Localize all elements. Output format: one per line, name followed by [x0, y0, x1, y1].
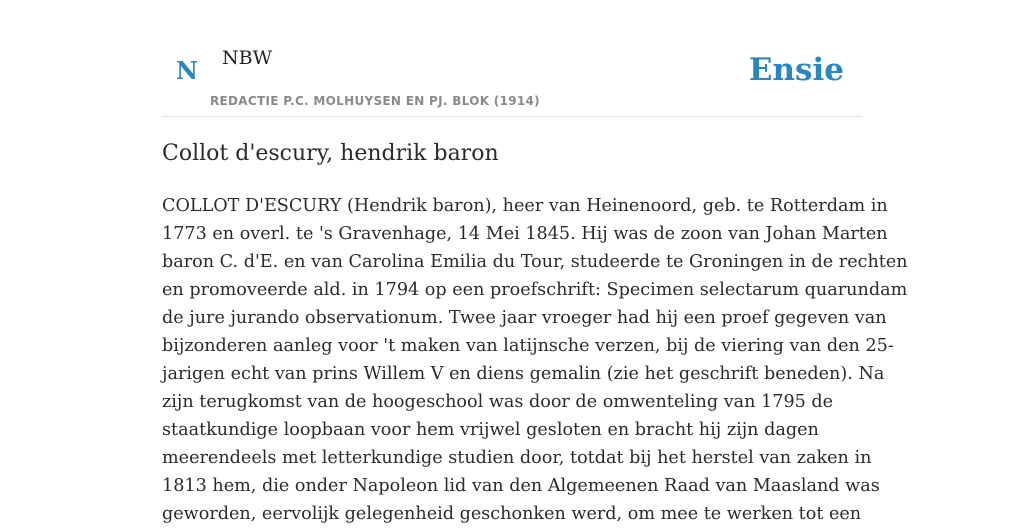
brand-logo[interactable]: Ensie [748, 52, 844, 88]
article-body-line: 1773 en overl. te 's Gravenhage, 14 Mei 1845. Hij was de zoon van Johan Marten [162, 224, 888, 244]
source-name[interactable]: NBW [222, 47, 273, 69]
article-title: Collot d'escury, hendrik baron [162, 141, 499, 166]
article-body-line: jarigen echt van prins Willem V en diens gemalin (zie het geschrift beneden). Na [162, 364, 885, 384]
article-body-line: bijzonderen aanleg voor 't maken van latijnsche verzen, bij de viering van den 25- [162, 336, 894, 356]
article-body-line: meerendeels met letterkundige studien door, totdat bij het herstel van zaken in [162, 448, 872, 468]
source-subtitle: REDACTIE P.C. MOLHUYSEN EN PJ. BLOK (1914) [210, 94, 540, 108]
article-body-line: staatkundige loopbaan voor hem vrijwel gesloten en bracht hij zijn dagen [162, 420, 819, 440]
source-logo[interactable]: N [176, 56, 198, 85]
article-body [162, 192, 908, 528]
article-body-line: en promoveerde ald. in 1794 op een proefschrift: Specimen selectarum quarundam [162, 280, 908, 300]
article-body-line: de jure jurando observationum. Twee jaar vroeger had hij een proef gegeven van [162, 308, 887, 328]
article-body-line: geworden, eervolijk gelegenheid geschonken werd, om mee te werken tot een [162, 504, 862, 524]
article-body-line: zijn terugkomst van de hoogeschool was door de omwenteling van 1795 de [162, 392, 834, 412]
article-body-line: 1813 hem, die onder Napoleon lid van den Algemeenen Raad van Maasland was [162, 476, 880, 496]
article-body-line: COLLOT D'ESCURY (Hendrik baron), heer van Heinenoord, geb. te Rotterdam in [162, 196, 888, 216]
article-body-line: baron C. d'E. en van Carolina Emilia du Tour, studeerde te Groningen in de rechten [162, 252, 908, 272]
source-header [162, 0, 862, 117]
